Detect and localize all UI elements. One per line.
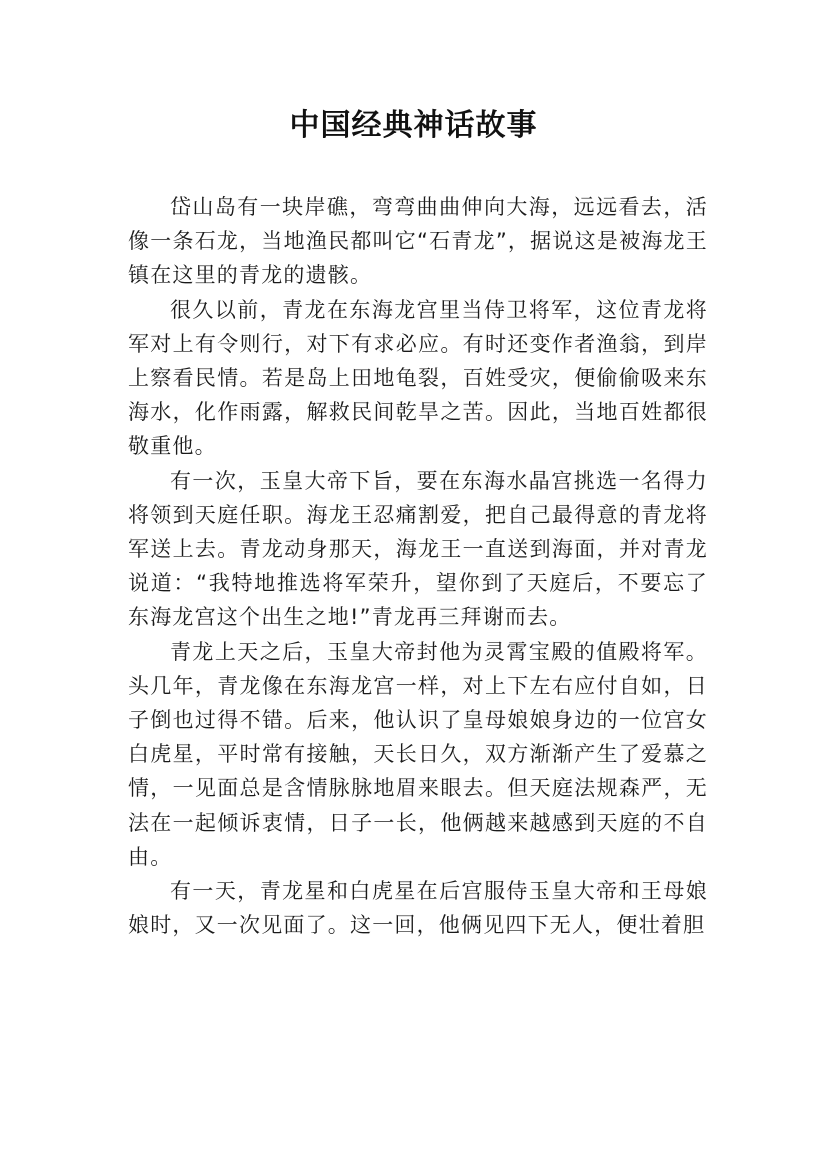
document-title: 中国经典神话故事 — [289, 108, 538, 143]
document-body — [128, 190, 708, 942]
paragraph: 有一天，青龙星和白虎星在后宫服侍玉皇大帝和王母娘娘时，又一次见面了。这一回，他俩见四下无人，便壮着胆 — [128, 879, 708, 938]
paragraph: 青龙上天之后，玉皇大帝封他为灵霄宝殿的值殿将军。头几年，青龙像在东海龙宫一样，对上下左右应付自如，日子倒也过得不错。后来，他认识了皇母娘娘身边的一位宫女白虎星，平时常有接触，天长日久，双方渐渐产生了爱慕之情，一见面总是含情脉脉地眉来眼去。但天庭法规森严，无法在一起倾诉衷情，日子一长，他俩越来越感到天庭的不自由。 — [128, 639, 708, 869]
paragraph: 很久以前，青龙在东海龙宫里当侍卫将军，这位青龙将军对上有令则行，对下有求必应。有时还变作者渔翁，到岸上察看民情。若是岛上田地龟裂，百姓受灾，便偷偷吸来东海水，化作雨露，解救民间乾旱之苦。因此，当地百姓都很敬重他。 — [128, 297, 708, 459]
paragraph: 有一次，玉皇大帝下旨，要在东海水晶宫挑选一名得力将领到天庭任职。海龙王忍痛割爱，把自己最得意的青龙将军送上去。青龙动身那天，海龙王一直送到海面，并对青龙说道：“我特地推选将军荣升，望你到了天庭后，不要忘了东海龙宫这个出生之地!”青龙再三拜谢而去。 — [128, 468, 708, 630]
paragraph: 岱山岛有一块岸礁，弯弯曲曲伸向大海，远远看去，活像一条石龙，当地渔民都叫它“石青龙”，据说这是被海龙王镇在这里的青龙的遗骸。 — [128, 195, 708, 288]
